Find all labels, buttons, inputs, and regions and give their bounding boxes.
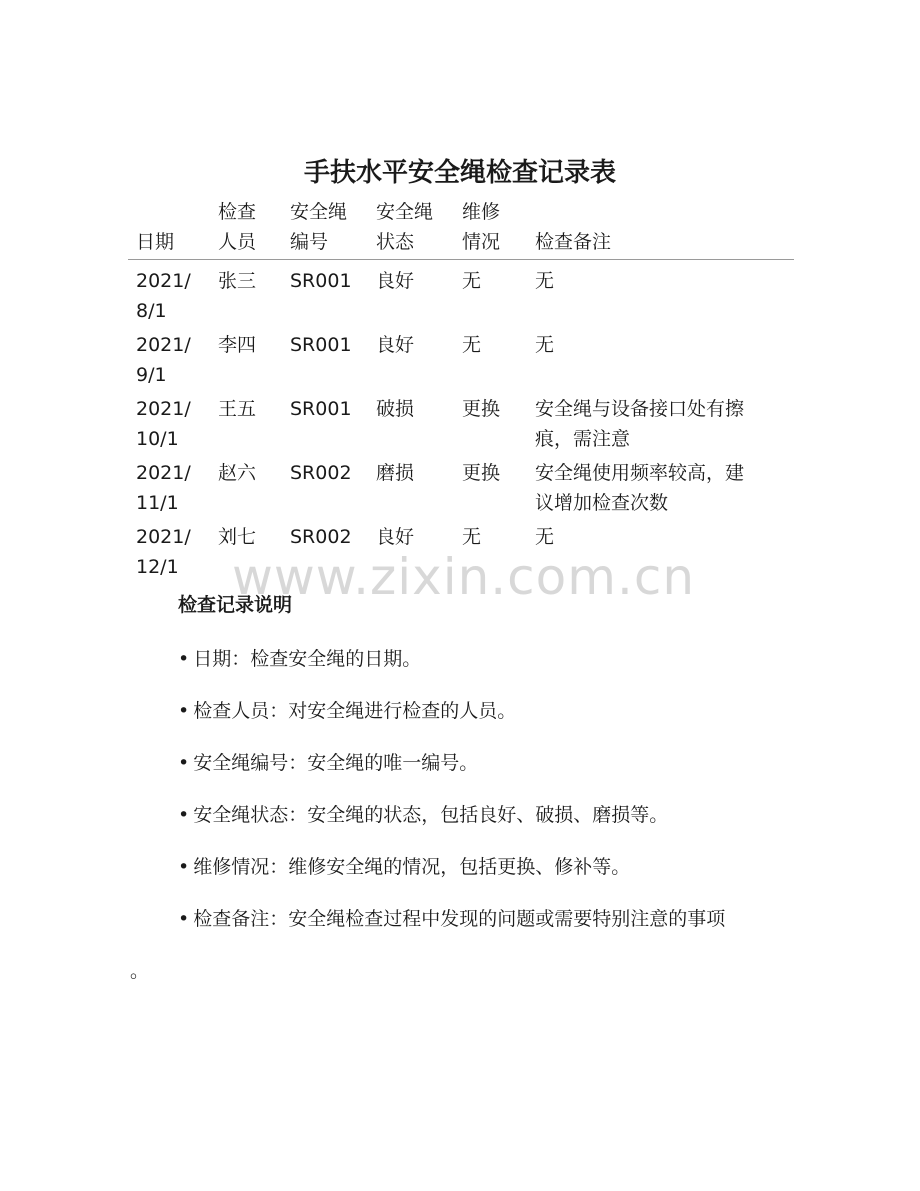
list-item: • 安全绳编号：安全绳的唯一编号。 xyxy=(178,748,798,778)
cell-date: 2021/ 11/1 xyxy=(136,462,191,514)
site-watermark: www.zixin.com.cn xyxy=(232,548,696,606)
list-item: • 检查备注：安全绳检查过程中发现的问题或需要特别注意的事项 xyxy=(178,904,798,934)
bullet-icon: • xyxy=(178,856,190,878)
cell-rope-status: 磨损 xyxy=(376,462,415,484)
cell-rope-id: SR002 xyxy=(290,462,352,484)
list-item: • 检查人员：对安全绳进行检查的人员。 xyxy=(178,696,798,726)
list-item: • 维修情况：维修安全绳的情况，包括更换、修补等。 xyxy=(178,852,798,882)
cell-repair: 无 xyxy=(462,526,482,548)
cell-note: 无 xyxy=(535,526,555,548)
cell-person: 赵六 xyxy=(218,462,257,484)
notes-heading: 检查记录说明 xyxy=(178,594,293,616)
page-title: 手扶水平安全绳检查记录表 xyxy=(303,158,616,188)
cell-date: 2021/ 12/1 xyxy=(136,526,191,578)
cell-repair: 无 xyxy=(462,270,482,292)
cell-person: 李四 xyxy=(218,334,257,356)
list-item: • 安全绳状态：安全绳的状态，包括良好、破损、磨损等。 xyxy=(178,800,798,830)
cell-rope-id: SR001 xyxy=(290,398,352,420)
header-date: 日期 xyxy=(128,197,210,260)
cell-person: 王五 xyxy=(218,398,257,420)
cell-date: 2021/ 10/1 xyxy=(136,398,191,450)
header-person: 检查 人员 xyxy=(210,197,282,260)
cell-person: 刘七 xyxy=(218,526,257,548)
bullet-icon: • xyxy=(178,804,190,826)
note-tail-punctuation: 。 xyxy=(130,960,150,982)
table-header-row xyxy=(128,197,794,260)
bullet-icon: • xyxy=(178,648,190,670)
cell-repair: 更换 xyxy=(462,398,501,420)
cell-rope-status: 良好 xyxy=(376,270,415,292)
header-rope-status: 安全绳 状态 xyxy=(368,197,454,260)
cell-date: 2021/ 9/1 xyxy=(136,334,191,386)
cell-note: 无 xyxy=(535,334,555,356)
cell-note: 无 xyxy=(535,270,555,292)
table-row xyxy=(128,390,794,454)
cell-repair: 更换 xyxy=(462,462,501,484)
cell-rope-status: 良好 xyxy=(376,334,415,356)
cell-person: 张三 xyxy=(218,270,257,292)
cell-note: 安全绳使用频率较高，建 议增加检查次数 xyxy=(535,462,745,514)
header-rope-id: 安全绳 编号 xyxy=(282,197,368,260)
header-repair: 维修 情况 xyxy=(454,197,527,260)
bullet-icon: • xyxy=(178,700,190,722)
bullet-icon: • xyxy=(178,908,190,930)
table-row xyxy=(128,326,794,390)
cell-rope-id: SR001 xyxy=(290,270,352,292)
table-row xyxy=(128,454,794,518)
bullet-icon: • xyxy=(178,752,190,774)
table-row xyxy=(128,518,794,582)
cell-repair: 无 xyxy=(462,334,482,356)
cell-rope-status: 破损 xyxy=(376,398,415,420)
cell-rope-id: SR001 xyxy=(290,334,352,356)
cell-date: 2021/ 8/1 xyxy=(136,270,191,322)
header-note: 检查备注 xyxy=(527,197,794,260)
list-item: • 日期：检查安全绳的日期。 xyxy=(178,644,798,674)
cell-rope-status: 良好 xyxy=(376,526,415,548)
table-row xyxy=(128,260,794,327)
inspection-record-table xyxy=(128,197,794,582)
cell-note: 安全绳与设备接口处有擦 痕，需注意 xyxy=(535,398,745,450)
cell-rope-id: SR002 xyxy=(290,526,352,548)
